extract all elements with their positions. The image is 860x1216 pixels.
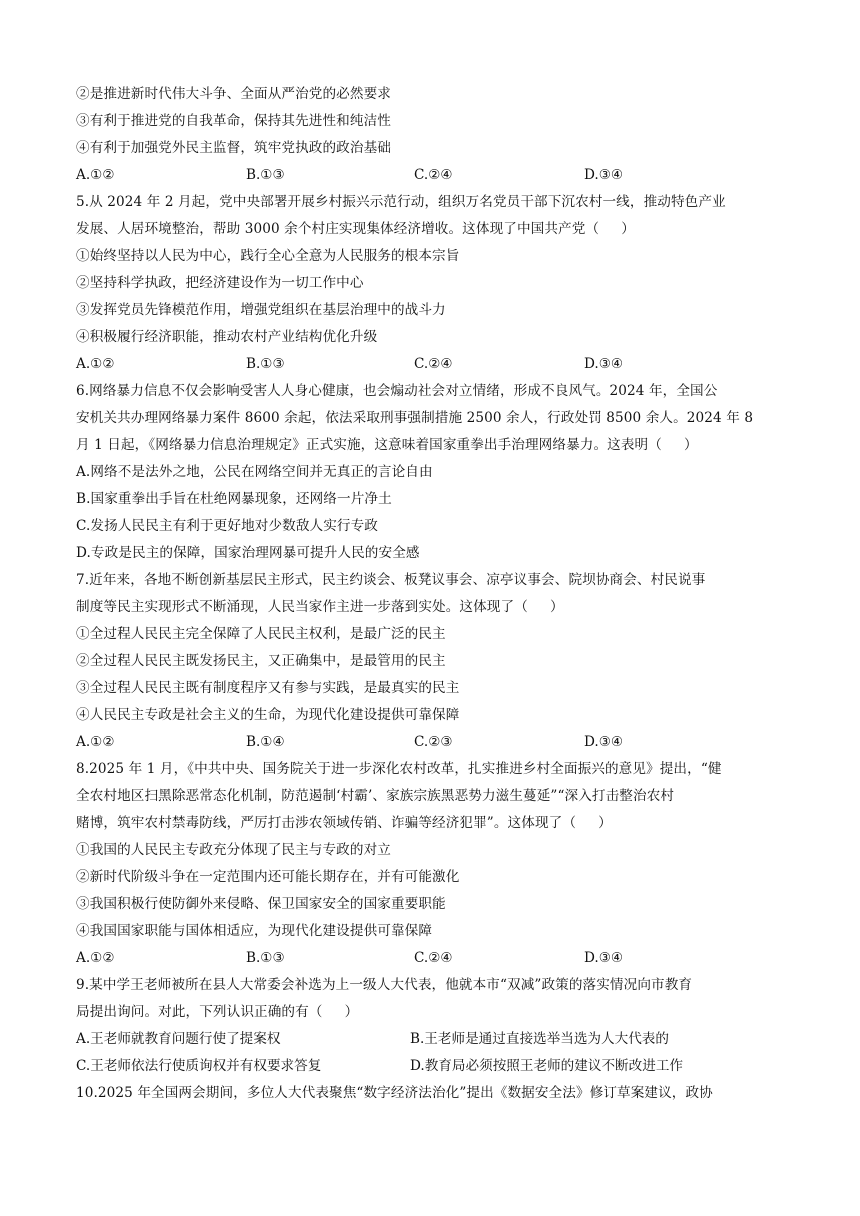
q7-stem-line-1: 7.近年来，各地不断创新基层民主形式，民主约谈会、板凳议事会、凉亭议事会、院坝协商会、村民说事 (76, 572, 706, 588)
q6-stem-line-2: 安机关共办理网络暴力案件 8600 余起，依法采取刑事强制措施 2500 余人，行政处罚 8500 余人。2024 年 8 (76, 410, 754, 426)
q5-statement-1: ①始终坚持以人民为中心，践行全心全意为人民服务的根本宗旨 (76, 248, 460, 264)
q9-option-a[interactable]: A.王老师就教育问题行使了提案权 (76, 1031, 281, 1047)
q8-stem-line-3: 赌博，筑牢农村禁毒防线，严厉打击涉农领域传销、诈骗等经济犯罪”。这体现了（ ） (76, 815, 612, 831)
q9-option-c[interactable]: C.王老师依法行使质询权并有权要求答复 (76, 1058, 322, 1074)
q5-option-b[interactable]: B.①③ (246, 356, 285, 372)
q4-statement-4: ④有利于加强党外民主监督，筑牢党执政的政治基础 (76, 140, 391, 156)
q6-option-b[interactable]: B.国家重拳出手旨在杜绝网暴现象，还网络一片净土 (76, 491, 392, 507)
q8-statement-3: ③我国积极行使防御外来侵略、保卫国家安全的国家重要职能 (76, 896, 446, 912)
q8-statement-2: ②新时代阶级斗争在一定范围内还可能长期存在，并有可能激化 (76, 869, 460, 885)
q9-options-row-1 (76, 1030, 796, 1048)
q7-option-d[interactable]: D.③④ (584, 734, 624, 750)
q6-option-a[interactable]: A.网络不是法外之地，公民在网络空间并无真正的言论自由 (76, 464, 433, 480)
q10-stem-line-1: 10.2025 年全国两会期间，多位人大代表聚焦“数字经济法治化”提出《数据安全法》修订草案建议，政协 (76, 1085, 713, 1101)
q5-stem-line-2: 发展、人居环境整治，帮助 3000 余个村庄实现集体经济增收。这体现了中国共产党（ ） (76, 221, 635, 237)
q9-option-b[interactable]: B.王老师是通过直接选举当选为人大代表的 (410, 1031, 669, 1047)
q8-options (76, 949, 796, 967)
q9-options-row-2 (76, 1057, 796, 1075)
q8-option-c[interactable]: C.②④ (414, 950, 453, 966)
q9-stem-line-2: 局提出询问。对此，下列认识正确的有（ ） (76, 1004, 359, 1020)
q6-stem-line-1: 6.网络暴力信息不仅会影响受害人人身心健康，也会煽动社会对立情绪，形成不良风气。2024 年，全国公 (76, 383, 718, 399)
q7-option-a[interactable]: A.①② (76, 734, 115, 750)
q8-stem-line-1: 8.2025 年 1 月，《中共中央、国务院关于进一步深化农村改革，扎实推进乡村全面振兴的意见》提出，“健 (76, 761, 722, 777)
q4-option-d[interactable]: D.③④ (584, 167, 624, 183)
q7-statement-2: ②全过程人民民主既发扬民主，又正确集中，是最管用的民主 (76, 653, 446, 669)
q7-options (76, 733, 796, 751)
q4-option-c[interactable]: C.②④ (414, 167, 453, 183)
q7-option-b[interactable]: B.①④ (246, 734, 285, 750)
q5-statement-2: ②坚持科学执政，把经济建设作为一切工作中心 (76, 275, 364, 291)
q4-option-a[interactable]: A.①② (76, 167, 115, 183)
q6-option-d[interactable]: D.专政是民主的保障，国家治理网暴可提升人民的安全感 (76, 545, 420, 561)
q7-stem-line-2: 制度等民主实现形式不断涌现，人民当家作主进一步落到实处。这体现了（ ） (76, 599, 564, 615)
q5-option-c[interactable]: C.②④ (414, 356, 453, 372)
q5-statement-4: ④积极履行经济职能，推动农村产业结构优化升级 (76, 329, 378, 345)
q4-option-b[interactable]: B.①③ (246, 167, 285, 183)
q8-statement-1: ①我国的人民民主专政充分体现了民主与专政的对立 (76, 842, 391, 858)
q9-option-d[interactable]: D.教育局必须按照王老师的建议不断改进工作 (410, 1058, 684, 1074)
q7-statement-1: ①全过程人民民主完全保障了人民民主权利，是最广泛的民主 (76, 626, 446, 642)
q8-statement-4: ④我国国家职能与国体相适应，为现代化建设提供可靠保障 (76, 923, 433, 939)
q7-option-c[interactable]: C.②③ (414, 734, 453, 750)
q7-statement-3: ③全过程人民民主既有制度程序又有参与实践，是最真实的民主 (76, 680, 460, 696)
q9-stem-line-1: 9.某中学王老师被所在县人大常委会补选为上一级人大代表，他就本市“双减”政策的落实情况向市教育 (76, 977, 693, 993)
q6-option-c[interactable]: C.发扬人民民主有利于更好地对少数敌人实行专政 (76, 518, 379, 534)
q5-options (76, 355, 796, 373)
q4-statement-2: ②是推进新时代伟大斗争、全面从严治党的必然要求 (76, 86, 391, 102)
q5-option-d[interactable]: D.③④ (584, 356, 624, 372)
q5-statement-3: ③发挥党员先锋模范作用，增强党组织在基层治理中的战斗力 (76, 302, 446, 318)
q4-statement-3: ③有利于推进党的自我革命，保持其先进性和纯洁性 (76, 113, 391, 129)
q8-stem-line-2: 全农村地区扫黑除恶常态化机制，防范遏制‘村霸’、家族宗族黑恶势力滋生蔓延”“深入打击整治农村 (76, 788, 675, 804)
q5-option-a[interactable]: A.①② (76, 356, 115, 372)
q8-option-b[interactable]: B.①③ (246, 950, 285, 966)
q8-option-d[interactable]: D.③④ (584, 950, 624, 966)
q4-options (76, 166, 796, 184)
q8-option-a[interactable]: A.①② (76, 950, 115, 966)
q7-statement-4: ④人民民主专政是社会主义的生命，为现代化建设提供可靠保障 (76, 707, 460, 723)
q5-stem-line-1: 5.从 2024 年 2 月起，党中央部署开展乡村振兴示范行动，组织万名党员干部下沉农村一线，推动特色产业 (76, 194, 726, 210)
q6-stem-line-3: 月 1 日起，《网络暴力信息治理规定》正式实施，这意味着国家重拳出手治理网络暴力。这表明（ ） (76, 437, 698, 453)
